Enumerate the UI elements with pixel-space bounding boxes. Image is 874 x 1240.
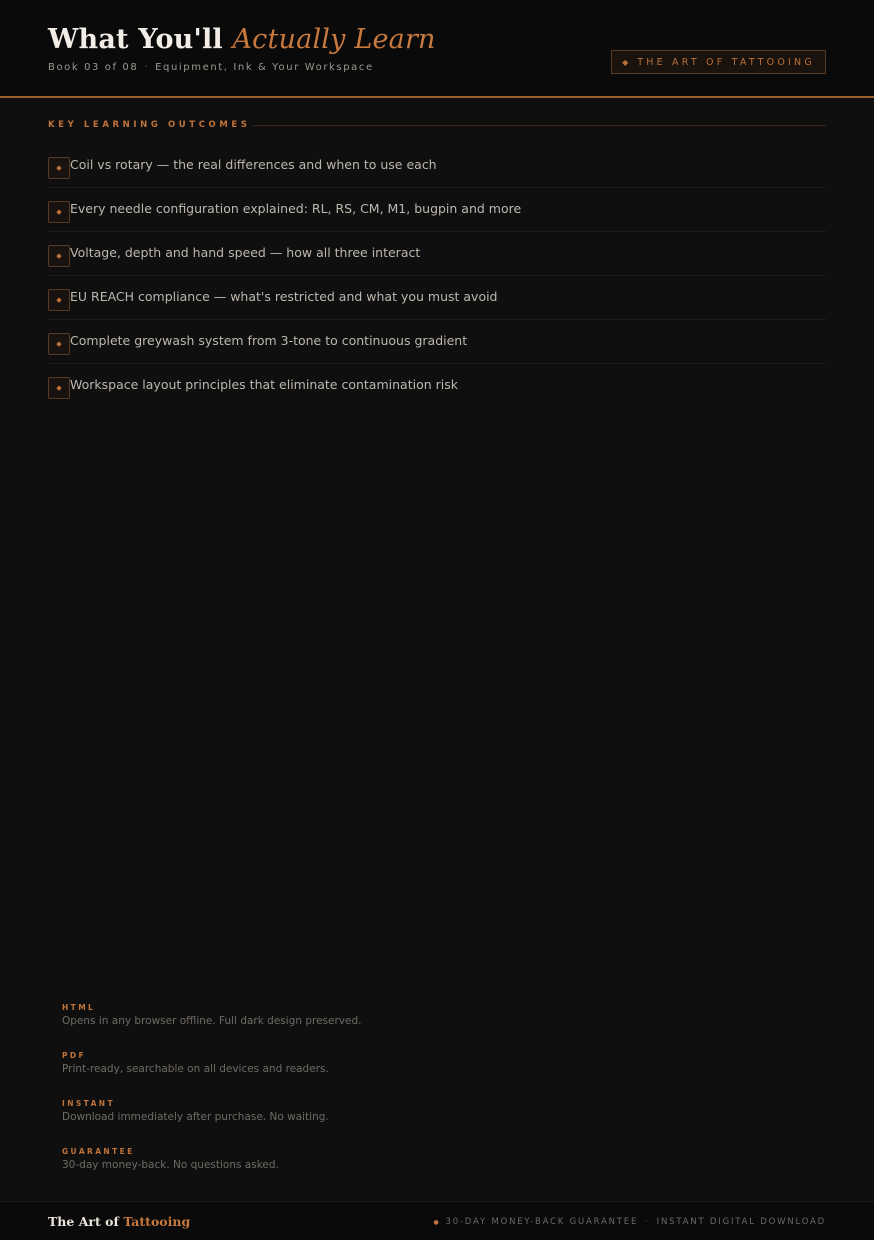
outcome-item [48, 364, 826, 408]
outcome-item [48, 276, 826, 320]
outcome-text: Coil vs rotary — the real differences and when to use each [70, 157, 437, 172]
page-header [0, 0, 874, 98]
feature-guarantee [62, 1147, 562, 1195]
section-divider [253, 125, 826, 126]
feature-description: Download immediately after purchase. No waiting. [62, 1111, 329, 1123]
diamond-icon: ◆ [48, 333, 70, 355]
series-badge [611, 50, 826, 74]
footer-note [433, 1217, 826, 1227]
outcome-item [48, 232, 826, 276]
page-title-accent: Actually Learn [232, 24, 436, 55]
outcome-text: Voltage, depth and hand speed — how all three interact [70, 245, 421, 260]
series-label: THE ART OF TATTOOING [637, 56, 815, 68]
page-footer [0, 1201, 874, 1240]
feature-title: GUARANTEE [62, 1147, 135, 1156]
outcome-item [48, 320, 826, 364]
section-label: KEY LEARNING OUTCOMES [48, 120, 251, 130]
section-heading [48, 118, 826, 132]
outcome-text: Every needle configuration explained: RL, RS, CM, M1, bugpin and more [70, 201, 522, 216]
outcome-item [48, 188, 826, 232]
footer-separator: · [645, 1217, 650, 1227]
page-title [48, 24, 436, 55]
feature-title: HTML [62, 1003, 96, 1012]
feature-list [62, 1003, 562, 1195]
diamond-icon: ◆ [622, 57, 629, 67]
brand-main: The Art of [48, 1214, 119, 1229]
feature-title: INSTANT [62, 1099, 115, 1108]
diamond-icon: ◆ [48, 201, 70, 223]
subtitle-separator: · [144, 62, 150, 73]
page-title-main: What You'll [48, 24, 223, 55]
feature-instant [62, 1099, 562, 1147]
diamond-icon: ◆ [48, 377, 70, 399]
book-number: Book 03 of 08 [48, 62, 139, 73]
diamond-icon: ◆ [48, 289, 70, 311]
feature-title: PDF [62, 1051, 87, 1060]
outcomes-list [48, 144, 826, 408]
outcome-item [48, 144, 826, 188]
feature-html [62, 1003, 562, 1051]
outcome-text: Complete greywash system from 3-tone to continuous gradient [70, 333, 468, 348]
brand-accent: Tattooing [123, 1214, 191, 1229]
diamond-icon: ◆ [48, 157, 70, 179]
bullet-icon: ● [433, 1219, 441, 1226]
page-subtitle [48, 62, 374, 73]
outcome-text: EU REACH compliance — what's restricted and what you must avoid [70, 289, 498, 304]
footer-brand [48, 1214, 190, 1229]
download-note: INSTANT DIGITAL DOWNLOAD [656, 1217, 826, 1227]
feature-pdf [62, 1051, 562, 1099]
feature-description: Opens in any browser offline. Full dark design preserved. [62, 1015, 362, 1027]
feature-description: Print-ready, searchable on all devices and readers. [62, 1063, 329, 1075]
outcome-text: Workspace layout principles that eliminate contamination risk [70, 377, 458, 392]
feature-description: 30-day money-back. No questions asked. [62, 1159, 279, 1171]
diamond-icon: ◆ [48, 245, 70, 267]
book-subject: Equipment, Ink & Your Workspace [155, 62, 374, 73]
guarantee-note: 30-DAY MONEY-BACK GUARANTEE [445, 1217, 639, 1227]
